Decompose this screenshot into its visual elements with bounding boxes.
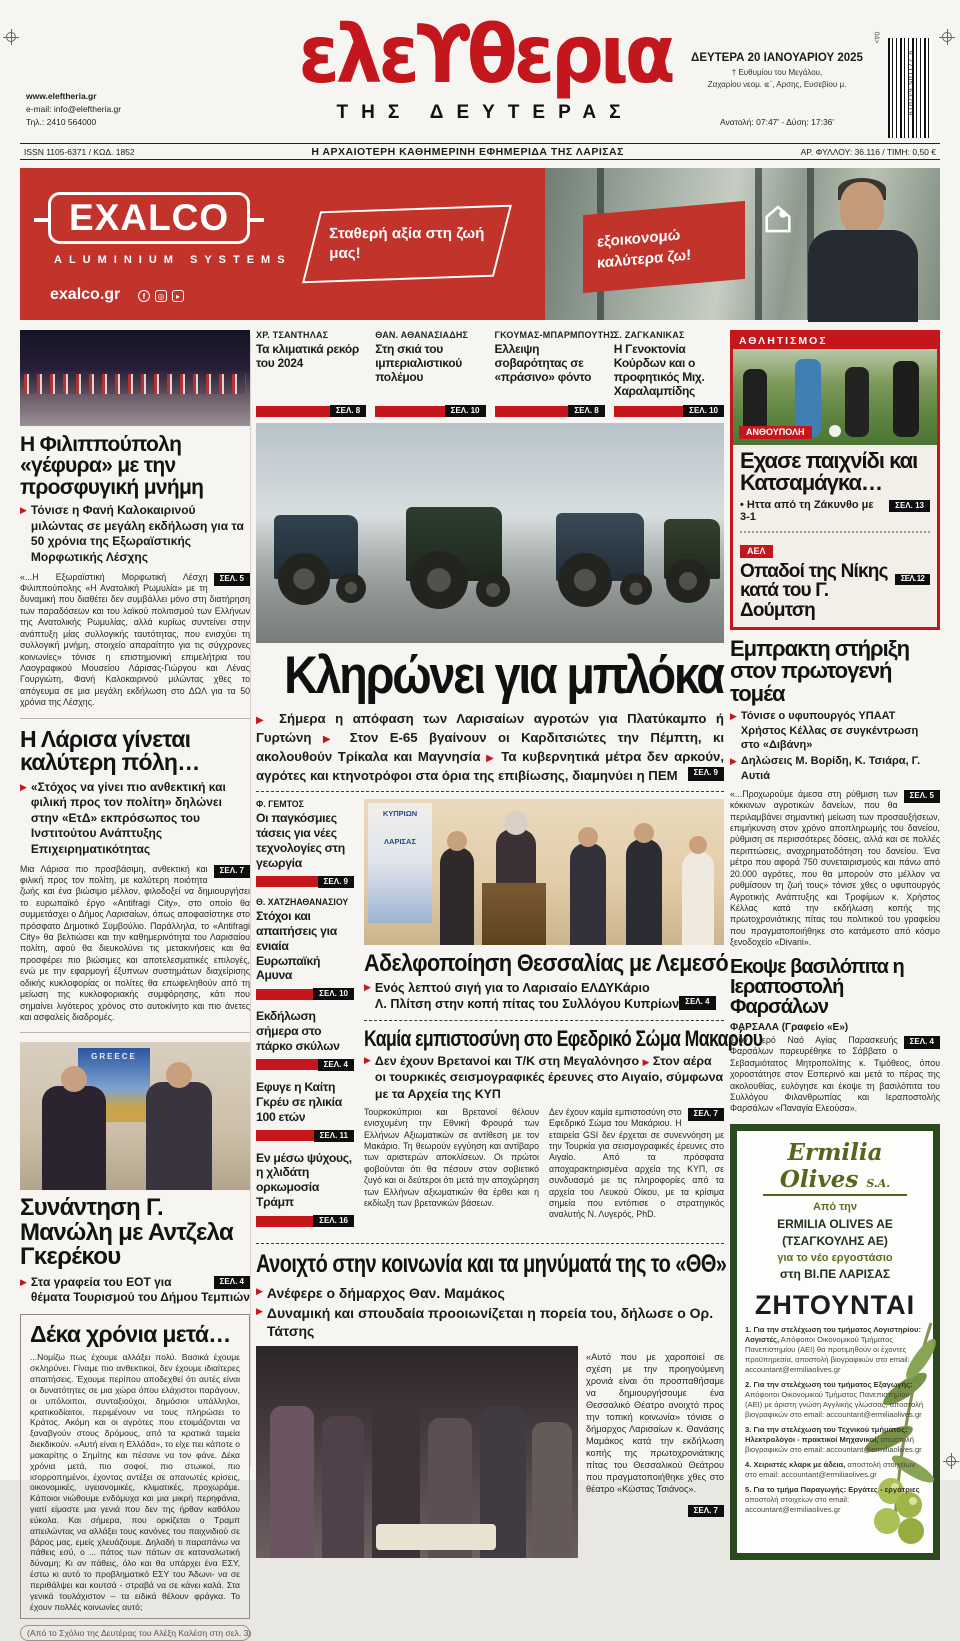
article-headline[interactable]: Ανοιχτό στην κοινωνία και τα μηνύματά της το «ΘΘ» bbox=[256, 1250, 727, 1279]
red-bar bbox=[614, 406, 683, 417]
deck-text: Ενός λεπτού σιγή για το Λαρισαίο ΕΛΔΥΚάριο Λ. Πλίτση στην κοπή πίτας του Συλλόγου Κυπρίων ΣΕΛ. 4 bbox=[375, 980, 716, 1013]
page-ref-badge[interactable]: ΣΕΛ. 13 bbox=[889, 500, 930, 512]
exalco-subtitle: ALUMINIUM SYSTEMS bbox=[54, 254, 292, 266]
cyprus-event-photo bbox=[364, 799, 724, 945]
columnist-teaser[interactable] bbox=[375, 330, 485, 417]
article-deck bbox=[20, 1275, 250, 1306]
right-column bbox=[730, 330, 940, 1515]
teaser-column bbox=[256, 799, 354, 1236]
person-silhouette bbox=[270, 1406, 314, 1558]
crop-mark-bottom-right bbox=[946, 1456, 956, 1466]
ad-intro-line: (ΤΣΑΓΚΟΥΛΗΣ ΑΕ) bbox=[782, 1234, 888, 1249]
red-arrow-icon: ▶ bbox=[730, 711, 737, 722]
page-ref-badge[interactable]: ΣΕΛ. 5 bbox=[214, 573, 250, 586]
exalco-logo: EXALCO bbox=[48, 192, 250, 244]
theatre-article-row bbox=[256, 1346, 724, 1558]
newspaper-sublogo: ΤΗΣ ΔΕΥΤΕΡΑΣ bbox=[336, 102, 634, 123]
article-body: ΣΕΛ. 5 «...Η Εξωραϊστική Μορφωτική Λέσχη Φιλιππούπολης «Η Ανατολική Ρωμυλία» με τη δυναμική που διαθέτει δεν συμβάλλει μόνο στη διατήρηση των παραδόσεων και του λαϊκού πολιτισμού των Ελλήνων της Ανατολικής Ρωμυλίας, αλλά κυρίως συντείνει στην ανάπτυξη μίας συλλογικής ταυτότητας, που ενισχύει τη συλλογική μνήμη, στοιχείο απαραίτητο για τις σύγχρονες κοινωνίες» τόνισε η επιστημονική επιμελήτρια του Λαογραφικού Μουσείου Λάρισας-Γιώργου και Λένας Γουργιώτη, Φανή Καλοκαιρινού μιλώντας χθες το απόγευμα σε μια μεγάλη εκδήλωση στο ΔΩΛ για τα 50 χρόνια της Λέσχης. bbox=[20, 571, 250, 708]
page-ref-badge[interactable]: ΣΕΛ. 4 bbox=[679, 996, 715, 1009]
ermilia-olives-ad[interactable] bbox=[730, 1124, 940, 1560]
deck-text: Δηλώσεις Μ. Βορίδη, Κ. Τσιάρα, Γ. Αυτιά bbox=[740, 755, 921, 782]
dancers-photo bbox=[20, 330, 250, 426]
deck-text: Ανέφερε ο δήμαρχος Θαν. Μαμάκος bbox=[266, 1284, 505, 1301]
masthead bbox=[20, 8, 940, 160]
soccer-photo bbox=[733, 349, 937, 445]
commentary-box bbox=[20, 1314, 250, 1619]
player-silhouette bbox=[845, 367, 869, 437]
sports-bullet: ΣΕΛ. 13 • Ηττα από τη Ζάκυνθο με 3-1 bbox=[740, 499, 930, 523]
columnist-teaser[interactable] bbox=[494, 330, 616, 417]
columnist-name: Σ. ΖΑΓΚΑΝΙΚΑΣ bbox=[613, 330, 685, 340]
article-headline[interactable]: Η Φιλιππούπολη «γέφυρα» με την προσφυγική μνήμη bbox=[20, 433, 204, 499]
red-arrow-icon: ▶ bbox=[20, 1276, 27, 1287]
column-rule bbox=[250, 335, 251, 1466]
facebook-icon: f bbox=[138, 290, 150, 302]
exalco-social-icons bbox=[138, 290, 184, 302]
main-deck bbox=[256, 710, 724, 784]
job-listing: 5. Για το τμήμα Παραγωγής: Εργάτες - εργάτριες αποστολή στοιχείων στο email: accountant@ermiliaolives.gr bbox=[745, 1485, 920, 1515]
columnist-title: Στη σκιά του ιμπεριαλιστικού πολέμου bbox=[375, 342, 462, 385]
page-ref-badge[interactable]: ΣΕΛ. 10 bbox=[445, 405, 486, 417]
columnist-name: ΧΡ. ΤΣΑΝΤΗΛΑΣ bbox=[256, 330, 329, 340]
article-deck bbox=[730, 754, 940, 783]
person-silhouette bbox=[42, 1086, 106, 1190]
job-listing: 2. Για την στελέχωση του τμήματος Εξαγωγής: Απόφοιτοι Οικονομικού Τμήματος Πανεπιστημίου (ΑΕΙ) με άριστη γνώση Αγγλικής γλώσσας, αποστολή βιογραφικών στο email: accountant@ermiliaolives.gr bbox=[745, 1379, 924, 1419]
person-silhouette bbox=[682, 851, 714, 945]
cyprus-banner: ΚΥΠΡΙΩΝ ΛΑΡΙΣΑΣ bbox=[368, 803, 432, 923]
exalco-ribbon-line2: καλύτερα ζω! bbox=[597, 246, 692, 272]
red-arrow-icon: ▶ bbox=[730, 756, 737, 767]
article-headline[interactable]: Καμία εμπιστοσύνη στο Εφεδρικό Σώμα Μακαρίου bbox=[364, 1025, 763, 1051]
deck-text: ΣΕΛ. 4 Στα γραφεία του ΕΟΤ για θέματα Τουρισμού του Δήμου Τεμπιών bbox=[30, 1274, 250, 1305]
issue-number-price: ΑΡ. ΦΥΛΛΟΥ: 36.116 / ΤΙΜΗ: 0,50 € bbox=[800, 146, 936, 157]
exalco-url[interactable]: exalco.gr bbox=[50, 286, 121, 303]
article-body: ΣΕΛ. 5 «...Προχωρούμε άμεσα στη ρύθμιση των κόκκινων αγροτικών δανείων, που θα περιλαμβάνει σημαντική μείωση των προσαυξήσεων, επιμήκυνση στον χρόνο αποπληρωμής του δανείου, ρύθμιση σε περισσότερες δόσεις, αλλά και σε πολλές περιπτώσεις, αναχρηματοδότηση του δανείου. Ένα μέτρο που αφορά 750 συνεταιρισμούς και πάνω από 20.000 αγρότες, που θα μπορούν στο μέλλον να ρυθμίσουν τη ζωή τους» τόνισε χθες ο υφυπουργός Αγροτικής Ανάπτυξης και Τροφίμων κ. Χρήστος Κέλλας κατά την εκδήλωση κοπής της πρωτοχρονιάτικης πίτας του πολιτικού του γραφείου που πραγματοποιήθηκε στο κατάμεστο από κόσμο ξενοδοχείο «Divani». bbox=[730, 788, 940, 948]
person-silhouette bbox=[440, 847, 474, 945]
teaser-title: Εκδήλωση σήμερα στο πάρκο σκύλων bbox=[256, 1009, 340, 1054]
crop-mark-left bbox=[6, 32, 16, 42]
page-ref-badge[interactable]: ΣΕΛ. 7 bbox=[214, 865, 250, 878]
speaker-silhouette bbox=[496, 829, 536, 887]
article-headline[interactable]: Εκοψε βασιλόπιτα η Ιεραποστολή Φαρσάλων bbox=[730, 955, 904, 1019]
red-arrow-icon: ▶ bbox=[256, 715, 270, 726]
sports-headline[interactable]: Εχασε παιχνίδι και Κατσαμάγκα… bbox=[740, 448, 918, 496]
saints-line2: Ζαχαρίου νεομ. ιε΄, Αρσης, Ευσεβίου μ. bbox=[707, 80, 847, 89]
commentary-footnote: (Από το Σχόλιο της Δευτέρας του Αλέξη Καλέση στη σελ. 3) bbox=[20, 1625, 250, 1641]
sports-headline[interactable]: ΣΕΛ. 12 Οπαδοί της Νίκης κατά του Γ. Δούμτση bbox=[740, 562, 930, 620]
commentary-headline[interactable]: Δέκα χρόνια μετά… bbox=[30, 1321, 231, 1348]
columnist-name: ΓΚΟΥΜΑΣ-ΜΠΑΡΜΠΟΥΤΗΣ bbox=[494, 330, 616, 340]
ad-wanted-title: ΖΗΤΟΥΝΤΑΙ bbox=[754, 1289, 916, 1320]
sports-tag: ΑΕΛ bbox=[740, 545, 773, 558]
red-bar bbox=[375, 406, 444, 417]
page-ref-badge[interactable]: ΣΕΛ. 4 bbox=[904, 1036, 940, 1049]
teaser-item[interactable] bbox=[256, 897, 354, 1000]
article-headline[interactable]: Εμπρακτη στήριξη στον πρωτογενή τομέα bbox=[730, 636, 910, 706]
barcode-number: 9 771105 637019 bbox=[906, 50, 914, 117]
red-arrow-icon: ▶ bbox=[364, 981, 371, 992]
teaser-item[interactable] bbox=[256, 1080, 354, 1142]
article-body: ΣΕΛ. 7 Μια Λάρισα πιο προσβάσιμη, ανθεκτική και φιλική προς τον πολίτη, με καλύτερη ποιότητα ζωής και ένα βιώσιμο μέλλον, φιλοδοξεί να δημιουργήσει το ευρωπαϊκό έργο «Antifragi City», στο οποίο θα συμμετάσχει ο Δήμος Λαρισαίων, όπως αποφασίστηκε στο πρόσφατο Δημοτικό Συμβούλιο. Παράλληλα, το «Antifragi City» θα βελτιώσει και την καθημερινότητα του Λαρισαίου πολίτη, αφού θα διευκολύνει τις μετακινήσεις και θα προσφέρει πιο βιώσιμες και αποτελεσματικές επιλογές, ενώ με την εφαρμογή έξυπνων συστημάτων διαχείρισης οδικής κυκλοφορίας οι πολίτες θα επωφεληθούν από τη μείωση της κυκλοφοριακής συμφόρησης, κάτι που σημαίνει λιγότερος χρόνος στο αυτοκίνητο και πιο άνετες και ασφαλείς διαδρομές. bbox=[20, 863, 250, 1023]
article-body: ΣΕΛ. 4 Στον Ιερό Ναό Αγίας Παρασκευής Φαρσάλων παρευρέθηκε το Σάββατο ο Σεβασμιότατος Μητροπολίτης κ. Τιμόθεος, όπου χοροστάτησε στον Εσπερινό και μετά το πέρας της ακολουθίας, ευλόγησε και έκοψε τη βασιλόπιτα του Συλλόγου Φιλανθρωπίας και Ιεραποστολής Φαρσάλων «Παναγία Ελεούσα». bbox=[730, 1034, 940, 1114]
two-column-body bbox=[364, 1107, 724, 1221]
article-body-col2: ΣΕΛ. 7 Δεν έχουν καμία εμπιστοσύνη στο Εφεδρικό Σώμα του Μακάριου. Η εταιρεία GSI δεν έρχεται σε συνεννόηση με την Τουρκία για σεισμογραφικές έρευνες στο Αιγαίο. Από τα πρόσφατα αποχαρακτηρισμένα αρχεία της ΚΥΠ, σε συνδυασμό με τις πληροφορίες από τα αρχεία του Λευκού Οίκου, με τα κρίσιμα σημεία που εντόπισε ο στρατηγικός αναλυτής Ν. Λυγερός, PhD. bbox=[549, 1106, 724, 1220]
exalco-slogan-box bbox=[302, 205, 512, 284]
divider bbox=[20, 1032, 250, 1033]
ermilia-logo: Ermilia Olives S.A. bbox=[779, 1138, 891, 1193]
exalco-ribbon bbox=[583, 201, 745, 293]
teaser-title: Εφυγε η Καίτη Γκρέυ σε ηλικία 100 ετών bbox=[256, 1079, 342, 1124]
page-ref-badge[interactable]: ΣΕΛ. 7 bbox=[688, 1505, 724, 1517]
red-arrow-icon: ▶ bbox=[20, 505, 27, 516]
dashed-divider bbox=[256, 1243, 724, 1244]
sports-section-header: ΑΘΛΗΤΙΣΜΟΣ bbox=[733, 333, 937, 349]
article-headline[interactable]: Η Λάρισα γίνεται καλύτερη πόλη… bbox=[20, 725, 200, 776]
podium bbox=[482, 883, 546, 945]
ad-intro-line: στη ΒΙ.ΠΕ ΛΑΡΙΣΑΣ bbox=[779, 1267, 891, 1282]
teaser-author: Θ. ΧΑΤΖΗΑΘΑΝΑΣΙΟΥ bbox=[256, 896, 349, 907]
sunrise-sunset: Ανατολή: 07:47' - Δύση: 17:36' bbox=[719, 117, 835, 127]
person-silhouette bbox=[626, 839, 662, 945]
teaser-item[interactable] bbox=[256, 1151, 354, 1228]
sports-tag: ΑΝΘΟΥΠΟΛΗ bbox=[739, 426, 812, 439]
red-bar bbox=[256, 406, 330, 417]
columnist-title: Ελλειψη σοβαρότητας σε «πράσινο» φόντο bbox=[494, 342, 592, 385]
article-deck bbox=[364, 980, 724, 1013]
poster-label: GREECE bbox=[91, 1052, 137, 1062]
pie-table bbox=[376, 1524, 496, 1550]
contact-info bbox=[26, 90, 121, 130]
columnist-teaser[interactable] bbox=[614, 330, 724, 417]
commentary-body: ...Νομίζω πως έχουμε αλλάξει πολύ. Βασικά έχουμε σκληρύνει. Γίναμε πιο ανθεκτικοί, δεν έχουμε ιδιαίτερες απαιτήσεις. Έχουμε περίπου αποδεχθεί ότι αυτές είναι οι δυνατότητες σε μια χώρα όπου ελάχιστοι παράγουν, οι υπόλοιποι, συνταξιούχοι, δημόσιοι υπάλληλοι, κρατικοδίαιτοι, περιμένουν να τους πληρώσει το Κράτος. Ακόμη και οι αγρότες που ετοιμάζονται να ξαναβγούν στους δρόμους, από τα κρατικά ταμεία διεκδικούν. «Αυτή είναι η Ελλάδα», το είχε πει κάποτε ο μακαρίτης ο Σημίτης και πέσανε να τον φάνε. Δέκα χρόνια μετά, πιο σοφοί, πιο στωικοί, πιο ισορροπημένοι, έχοντας αντέξει σε απανωτές κρίσεις, οικονομικές, υγειονομικές, κλιματικές, προχωράμε. Κάποιοι νιώθουμε ενδόμυχα και μια μικρή περηφάνια, γιατί είμαστε μια γενιά που δεν της ήρθαν καθόλου εύκολα. Και σήμερα, που ορκίζεται ο Τραμπ απειλώντας να αλλάξει τους κανόνες του παιχνιδιού σε βάρος μας, εμείς χλευάζουμε. Δηλαδή τι παραπάνω να πάθεις εσύ, ο ... πάτος των πάτων σε καταναλωτική δύναμη; Κι αν πάθεις, όλο και θα υπάρχει ένα ΕΣΥ, έστω κι αυτό το προβληματικό ΕΣΥ του Άδωνι- να σε περιθάλψει και κουτσά - στραβά να σε κάνει καλά. Στα γενικά τουλάχιστον – τα ειδικά θέλουν φράγκα. Το έχουν πολλές κοινωνίες αυτό; bbox=[30, 1352, 240, 1612]
press-mark: 04> bbox=[872, 31, 880, 44]
instagram-icon: ◎ bbox=[155, 290, 167, 302]
red-arrow-icon: ▶ bbox=[364, 1055, 371, 1066]
house-energy-icon bbox=[761, 202, 795, 241]
main-deck-seg1: Σήμερα η απόφαση των Λαρισαίων αγροτών για Πλατύκαμπο ή Γυρτώνη bbox=[256, 711, 724, 745]
red-arrow-icon: ▶ bbox=[642, 1057, 650, 1068]
logo-underline bbox=[763, 1194, 907, 1196]
article-deck bbox=[256, 1284, 724, 1341]
page-ref-badge[interactable]: ΣΕΛ. 8 bbox=[330, 405, 366, 417]
tractors-photo bbox=[256, 423, 724, 643]
masthead-tagline: Η ΑΡΧΑΙΟΤΕΡΗ ΚΑΘΗΜΕΡΙΝΗ ΕΦΗΜΕΡΙΔΑ ΤΗΣ ΛΑΡΙΣΑΣ bbox=[311, 145, 624, 158]
person-silhouette bbox=[532, 1422, 572, 1558]
deck-text: Δεν έχουν Βρετανοί και Τ/Κ στη Μεγαλόνησο ▶ Στον αέρα οι τουρκικές σεισμογραφικές έρευνες στο Αιγαίο, σύμφωνα με τα Αρχεία της ΚΥΠ bbox=[374, 1054, 724, 1101]
youtube-icon: ▸ bbox=[172, 290, 184, 302]
saints-line1: † Ευθυμίου του Μεγάλου, bbox=[731, 68, 823, 77]
columnist-teaser[interactable] bbox=[256, 330, 366, 417]
date-block bbox=[682, 52, 872, 127]
page-ref-badge[interactable]: ΣΕΛ. 9 bbox=[318, 876, 354, 888]
main-headline[interactable]: Κληρώνει για μπλόκα bbox=[284, 646, 723, 705]
deck-text: «Στόχος να γίνει πιο ανθεκτική και φιλική προς τον πολίτη» δηλώνει στην «ΕτΔ» εκπρόσωπος του Ινστιτούτου Ανάπτυξης Επιχειρηματικότητας bbox=[30, 779, 226, 856]
teaser-author: Φ. ΓΕΜΤΟΣ bbox=[256, 799, 304, 810]
page-ref-badge[interactable]: ΣΕΛ. 8 bbox=[568, 405, 604, 417]
article-body: «Αυτό που με χαροποιεί σε σχέση με την προηγούμενη χρονιά είναι ότι προσπαθήσαμε να δημιουργήσουμε ένα Θεσσαλικό Θέατρο ανοιχτό προς την τοπική κοινωνία» τόνισε ο δήμαρχος Λαρισαίων κ. Θανάσης Μαμάκος κατά την εκδήλωση κοπής της πρωτοχρονιάτικης πίτας του Θεσσαλικού Θεάτρου που πραγματοποιήθηκε χθες στο θέατρο «Κώστας Τσιάνος». bbox=[586, 1352, 724, 1494]
sports-box bbox=[730, 330, 940, 630]
page-ref-badge[interactable]: ΣΕΛ. 4 bbox=[214, 1276, 250, 1289]
job-listing: 1. Για την στελέχωση του τμήματος Λογιστηρίου: Λογιστές, Απόφοιτοι Οικονομικού Τμήματος Πανεπιστημίου (ΑΕΙ) θα προτιμηθούν οι έχοντες προϋπηρεσία, αποστολή βιογραφικών στο email: accountant@ermiliaolives.gr bbox=[745, 1324, 921, 1374]
article-headline[interactable]: Συνάντηση Γ. Μανώλη με Αντζελα Γκερέκου bbox=[20, 1194, 234, 1271]
article-deck bbox=[364, 1053, 724, 1102]
exalco-slogan: Σταθερή αξία στη ζωή μας! bbox=[329, 224, 485, 262]
deck-text: Δυναμική και σπουδαία προοιωνίζεται η πορεία του, δήλωσε ο Ορ. Τάτσης bbox=[266, 1304, 714, 1339]
article-deck bbox=[730, 709, 940, 752]
masthead-email: e-mail: info@eleftheria.gr bbox=[26, 104, 122, 115]
exalco-ribbon-line1: εξοικονομώ bbox=[597, 226, 681, 251]
crop-mark-right bbox=[942, 32, 952, 42]
page-ref-badge[interactable]: ΣΕΛ. 11 bbox=[314, 1130, 354, 1142]
red-bar bbox=[495, 406, 569, 417]
red-arrow-icon: ▶ bbox=[256, 1285, 263, 1296]
page-ref-badge[interactable]: ΣΕΛ. 4 bbox=[318, 1059, 354, 1071]
ad-intro-line: Από την bbox=[813, 1200, 857, 1213]
center-main-articles bbox=[364, 799, 763, 1236]
ad-intro-line: ERMILIA OLIVES AE bbox=[777, 1216, 893, 1231]
dancers-silhouettes bbox=[24, 374, 246, 394]
exalco-ad-left bbox=[20, 168, 545, 320]
job-listing: 3. Για την στελέχωση του Τεχνικού τμήματος: Ηλεκτρολόγοι - πρακτικοί Μηχανικοί, αποστολή βιογραφικών στο email: accountant@ermiliaolives.gr bbox=[745, 1425, 922, 1455]
main-deck-seg2: Στον Ε-65 βγαίνουν οι Καρδιτσιώτες την Πέμπτη, κι ακολουθούν Τρίκαλα και Μαγνησία bbox=[256, 730, 724, 764]
red-arrow-icon: ▶ bbox=[20, 781, 27, 792]
person-silhouette bbox=[570, 843, 606, 945]
left-column bbox=[20, 330, 252, 1639]
article-headline[interactable]: Αδελφοποίηση Θεσσαλίας με Λεμεσό bbox=[364, 950, 729, 978]
dateline: ΦΑΡΣΑΛΑ (Γραφείο «Ε») bbox=[730, 1021, 849, 1033]
teaser-title: Στόχοι και απαιτήσεις για ενιαία Ευρωπαϊκή Αμυνα bbox=[256, 908, 337, 983]
page-ref-badge[interactable]: ΣΕΛ. 10 bbox=[683, 405, 724, 417]
barcode bbox=[888, 38, 932, 138]
dotted-divider bbox=[740, 531, 930, 533]
main-deck-seg3: Τα κυβερνητικά μέτρα δεν αρκούν, αγρότες και κτηνοτρόφοι στα όρια της επιβίωσης, διαμηνύει η ΠΕΜ bbox=[256, 749, 724, 783]
deck-text: Τόνισε η Φανή Καλοκαιρινού μιλώντας σε μεγάλη εκδήλωση για τα 50 χρόνια της Εξωραϊστικής Μορφωτικής Λέσχης bbox=[30, 503, 244, 564]
article-body-col1: Τουρκοκύπριοι και Βρετανοί θέλουν ενισχυμένη την Εθνική Φρουρά των Ελλήνων Αξιωματικών σε αντίθεση με τον Μακάριο. Τη θεωρούν εγγύηση και αντίβαρο των αριστερών αποκλίσεων. Οι πρώτοι φοβούνται ότι θα πέσουν στον σοβιετικό ζυγό και οι δεύτεροι ότι μετά την αποχώρηση των Ελλήνων αξιωματικών θα έρθει και η εκδίωξη των βρετανικών βάσεων. bbox=[364, 1106, 539, 1209]
theatre-pie-photo bbox=[256, 1346, 578, 1558]
page-ref-badge[interactable]: ΣΕΛ. 5 bbox=[904, 790, 940, 803]
divider bbox=[20, 718, 250, 719]
person-silhouette bbox=[322, 1416, 364, 1558]
page-ref-badge[interactable]: ΣΕΛ. 16 bbox=[313, 1215, 354, 1227]
issn-code: ISSN 1105-6371 / ΚΩΔ. 1852 bbox=[24, 146, 135, 157]
man-photo-silhouette bbox=[802, 182, 922, 320]
job-listing: 4. Χειριστές κλαρκ με άδεια, αποστολή στοιχείων στο email: accountant@ermiliaolives.gr bbox=[745, 1460, 916, 1480]
teaser-item[interactable] bbox=[256, 1009, 354, 1071]
red-arrow-icon: ▶ bbox=[322, 734, 339, 745]
masthead-rule bbox=[20, 143, 940, 160]
teaser-item[interactable] bbox=[256, 799, 354, 888]
ad-intro-line: για το νέο εργοστάσιο bbox=[777, 1251, 893, 1264]
article-deck bbox=[20, 503, 250, 565]
deck-text: Τόνισε ο υφυπουργός ΥΠΑΑΤ Χρήστος Κέλλας σε συγκέντρωση στο «Διβάνη» bbox=[740, 710, 919, 751]
columnist-title: Τα κλιματικά ρεκόρ του 2024 bbox=[256, 342, 360, 371]
columnist-name: ΘΑΝ. ΑΘΑΝΑΣΙΑΔΗΣ bbox=[375, 330, 469, 340]
exalco-ad-photo bbox=[545, 168, 940, 320]
ball bbox=[829, 425, 841, 437]
player-silhouette bbox=[893, 361, 919, 437]
issue-date: ΔΕΥΤΕΡΑ 20 ΙΑΝΟΥΑΡΙΟΥ 2025 bbox=[691, 52, 863, 64]
columnists-row bbox=[256, 330, 724, 417]
masthead-website: www.eleftheria.gr bbox=[26, 91, 97, 101]
newspaper-logo: ελεϒθερια bbox=[298, 8, 672, 102]
dashed-divider bbox=[364, 1020, 724, 1021]
masthead-phone: Τηλ.: 2410 564000 bbox=[26, 117, 97, 128]
meeting-photo bbox=[20, 1042, 250, 1190]
red-arrow-icon: ▶ bbox=[486, 753, 496, 764]
page-ref-badge[interactable]: ΣΕΛ. 9 bbox=[688, 767, 724, 781]
red-arrow-icon: ▶ bbox=[256, 1305, 263, 1316]
page-ref-badge[interactable]: ΣΕΛ. 7 bbox=[688, 1108, 724, 1121]
person-silhouette bbox=[146, 1082, 212, 1190]
page-ref-badge[interactable]: ΣΕΛ. 10 bbox=[313, 988, 354, 1000]
window-frame bbox=[755, 168, 762, 320]
columnist-title: Η Γενοκτονία Κούρδων και ο προφητικός Μιχ. Χαραλαμπίδης bbox=[613, 342, 705, 399]
exalco-ad-banner[interactable] bbox=[20, 168, 940, 320]
teaser-title: Οι παγκόσμιες τάσεις για νέες τεχνολογίες στη γεωργία bbox=[256, 811, 345, 871]
article-deck bbox=[20, 780, 250, 858]
dashed-divider bbox=[256, 791, 724, 792]
teaser-title: Εν μέσω ψύχους, η χλιδάτη ορκωμοσία Τράμπ bbox=[256, 1150, 352, 1210]
page-ref-badge[interactable]: ΣΕΛ. 12 bbox=[895, 574, 930, 585]
